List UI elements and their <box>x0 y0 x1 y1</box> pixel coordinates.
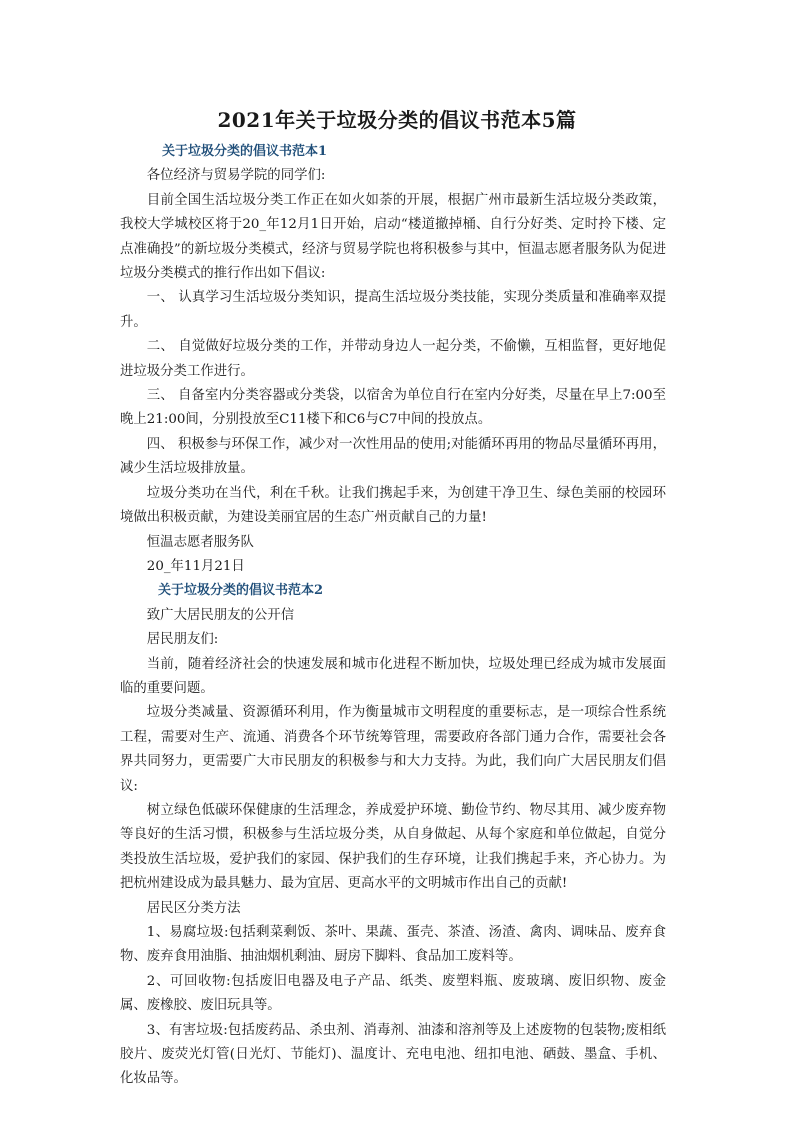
proposal-item: 三、 自备室内分类容器或分类袋，以宿舍为单位自行在室内分好类，尽量在早上7:00至晚上21:00间，分别投放至C11楼下和C6与C7中间的投放点。 <box>120 388 666 428</box>
proposal-item: 二、 自觉做好垃圾分类的工作，并带动身边人一起分类，不偷懒，互相监督，更好地促进垃圾分类工作进行。 <box>120 339 666 379</box>
methods-heading: 居民区分类方法 <box>146 900 241 916</box>
method-item: 2、可回收物:包括废旧电器及电子产品、纸类、废塑料瓶、废玻璃、废旧织物、废金属、废橡胶、废旧玩具等。 <box>120 973 666 1014</box>
section-heading-1: 关于垃圾分类的倡议书范本1 <box>162 144 328 159</box>
proposal-item: 一、 认真学习生活垃圾分类知识，提高生活垃圾分类技能，实现分类质量和准确率双提升。 <box>120 290 666 330</box>
proposal-item: 四、 积极参与环保工作，减少对一次性用品的使用;对能循环再用的物品尽量循环再用，减少生活垃圾排放量。 <box>120 436 666 477</box>
intro-paragraph: 目前全国生活垃圾分类工作正在如火如荼的开展，根据广州市最新生活垃圾分类政策，我校大学城校区将于20_年12月1日开始，启动“楼道撤掉桶、自行分好类、定时拎下楼、定点准确投”的新垃圾分类模式，经济与贸易学院也将积极参与其中，恒温志愿者服务队为促进垃圾分类模式的推行作出如下倡议: <box>120 192 666 282</box>
section-heading-2: 关于垃圾分类的倡议书范本2 <box>158 583 324 599</box>
method-item: 3、有害垃圾:包括废药品、杀虫剂、消毒剂、油漆和溶剂等及上述废物的包装物;废相纸胶片、废荧光灯管(日光灯、节能灯)、温度计、充电电池、纽扣电池、硒鼓、墨盒、手机、化妆品等。 <box>120 1022 666 1087</box>
method-item: 1、易腐垃圾:包括剩菜剩饭、茶叶、果蔬、蛋壳、茶渣、汤渣、禽肉、调味品、废弃食物、废弃食用油脂、抽油烟机剩油、厨房下脚料、食品加工废料等。 <box>120 925 666 965</box>
date: 20_年11月21日 <box>146 558 245 574</box>
body-paragraph: 垃圾分类减量、资源循环利用，作为衡量城市文明程度的重要标志，是一项综合性系统工程，需要对生产、流通、消费各个环节统筹管理，需要政府各部门通力合作，需要社会各界共同努力，更需要广大市民朋友的积极参与和大力支持。为此，我们向广大居民朋友们倡议: <box>120 705 666 794</box>
letter-subtitle: 致广大居民朋友的公开信 <box>146 607 295 623</box>
body-paragraph: 树立绿色低碳环保健康的生活理念，养成爱护环境、勤俭节约、物尽其用、减少废弃物等良好的生活习惯，积极参与生活垃圾分类，从自身做起、从每个家庭和单位做起，自觉分类投放生活垃圾，爱护我们的家园、保护我们的生存环境，让我们携起手来，齐心协力。为把杭州建设成为最具魅力、最为宜居、更高水平的文明城市作出自己的贡献! <box>120 802 666 892</box>
greeting-2: 居民朋友们: <box>146 632 219 648</box>
document-body <box>120 140 666 1092</box>
closing-paragraph: 垃圾分类功在当代，利在千秋。让我们携起手来，为创建干净卫生、绿色美丽的校园环境做出积极贡献，为建设美丽宜居的生态广州贡献自己的力量! <box>120 485 666 526</box>
body-paragraph: 当前，随着经济社会的快速发展和城市化进程不断加快，垃圾处理已经成为城市发展面临的重要问题。 <box>120 656 666 696</box>
document-title: 2021年关于垃圾分类的倡议书范本5篇 <box>217 108 577 132</box>
greeting-1: 各位经济与贸易学院的同学们: <box>146 168 326 184</box>
signature: 恒温志愿者服务队 <box>146 534 254 550</box>
